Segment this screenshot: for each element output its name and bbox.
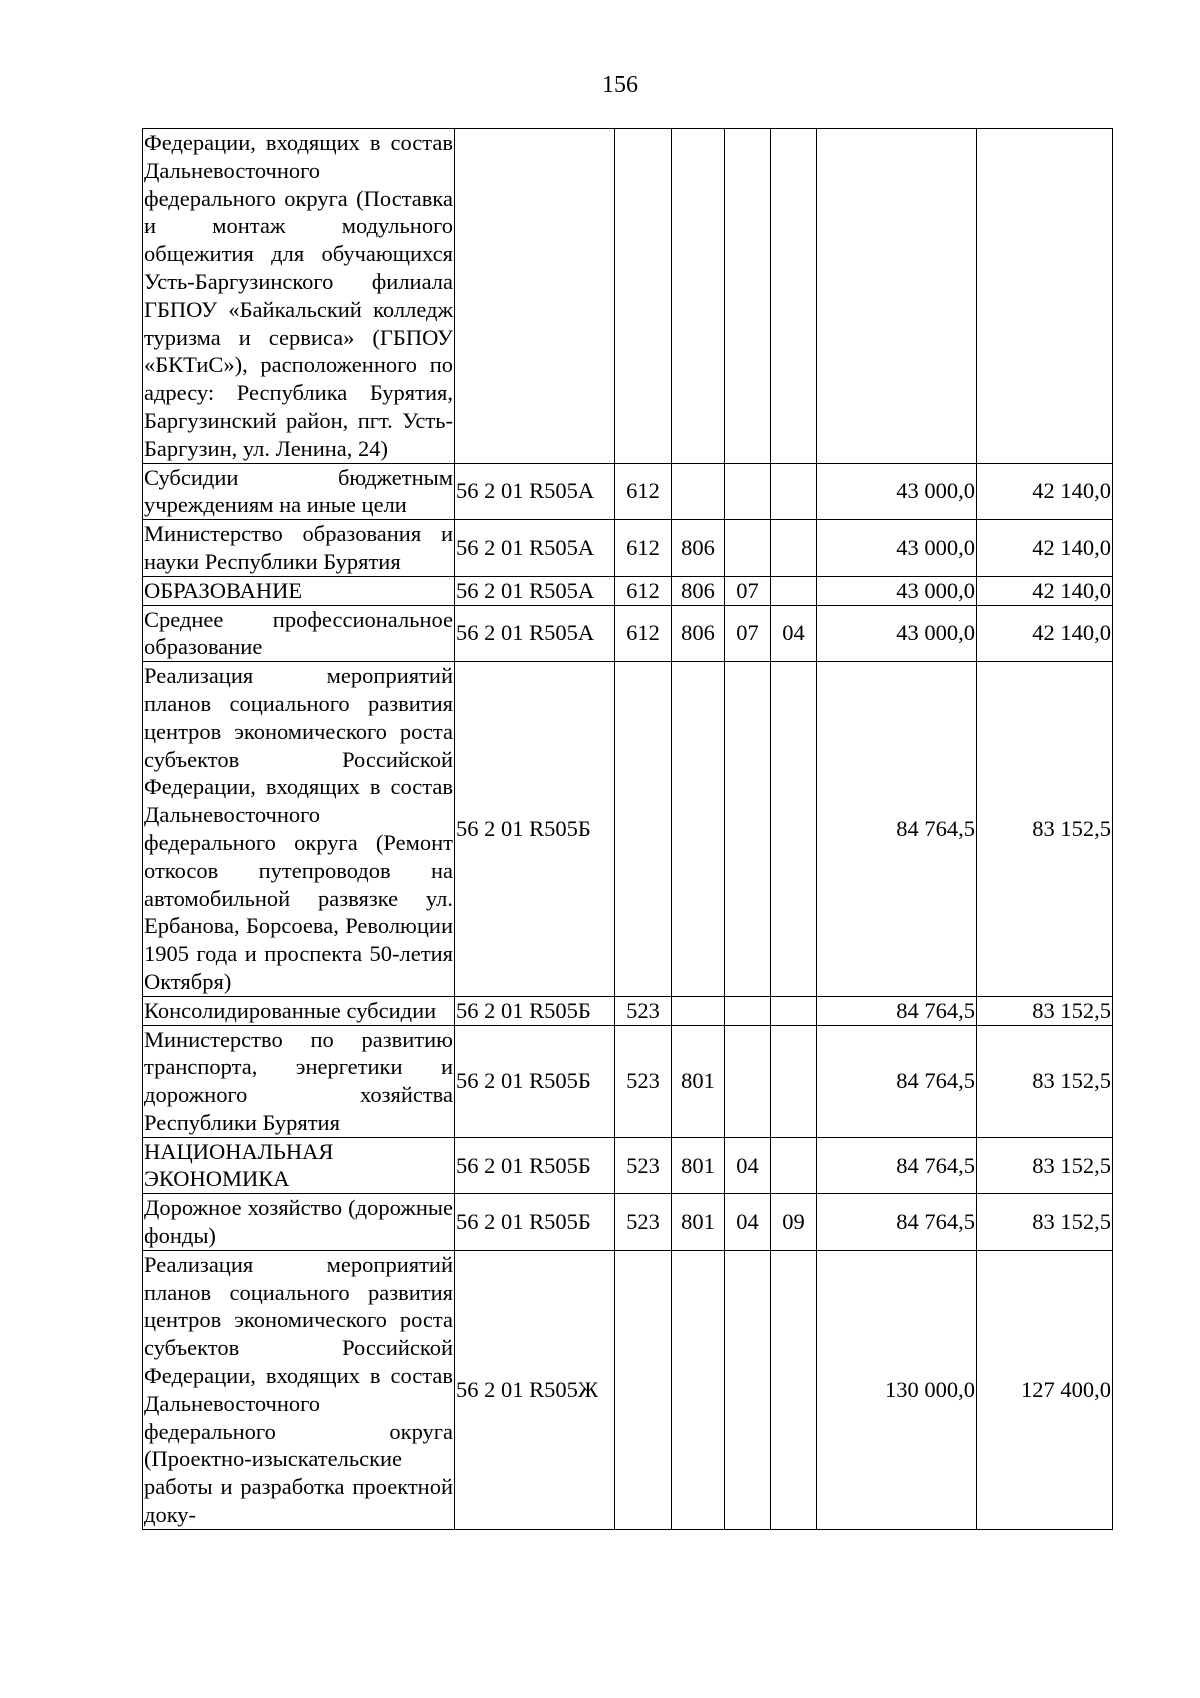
section-code <box>725 520 771 577</box>
row-description: ОБРАЗОВАНИЕ <box>143 576 455 605</box>
amount-1 <box>817 129 977 464</box>
expense-type-code: 612 <box>615 576 672 605</box>
subsection-code <box>771 662 817 997</box>
ministry-code: 801 <box>672 1137 725 1194</box>
expense-type-code: 612 <box>615 605 672 662</box>
ministry-code: 801 <box>672 1025 725 1137</box>
target-article-code: 56 2 01 R505Ж <box>455 1250 615 1529</box>
amount-1: 84 764,5 <box>817 1194 977 1251</box>
amount-1: 43 000,0 <box>817 576 977 605</box>
amount-1: 130 000,0 <box>817 1250 977 1529</box>
ministry-code: 806 <box>672 520 725 577</box>
target-article-code: 56 2 01 R505А <box>455 605 615 662</box>
table-row <box>143 520 1113 577</box>
subsection-code <box>771 1137 817 1194</box>
section-code: 04 <box>725 1137 771 1194</box>
row-description: Дорожное хозяйство (дорожные фонды) <box>143 1194 455 1251</box>
expense-type-code <box>615 662 672 997</box>
subsection-code <box>771 520 817 577</box>
amount-2: 42 140,0 <box>977 463 1113 520</box>
table-row <box>143 1025 1113 1137</box>
section-code <box>725 1250 771 1529</box>
target-article-code: 56 2 01 R505Б <box>455 1194 615 1251</box>
table-row <box>143 129 1113 464</box>
subsection-code <box>771 996 817 1025</box>
target-article-code: 56 2 01 R505Б <box>455 662 615 997</box>
page-number: 156 <box>602 72 638 98</box>
subsection-code <box>771 1025 817 1137</box>
amount-1: 43 000,0 <box>817 605 977 662</box>
subsection-code: 04 <box>771 605 817 662</box>
amount-2: 83 152,5 <box>977 1025 1113 1137</box>
amount-1: 43 000,0 <box>817 520 977 577</box>
target-article-code: 56 2 01 R505А <box>455 576 615 605</box>
row-description: Министерство по развитию транспорта, энергетики и дорожного хозяйства Республики Бурятия <box>143 1025 455 1137</box>
row-description: Консолидированные субсидии <box>143 996 455 1025</box>
expense-type-code <box>615 129 672 464</box>
expense-type-code: 523 <box>615 996 672 1025</box>
section-code: 07 <box>725 576 771 605</box>
target-article-code <box>455 129 615 464</box>
amount-1: 43 000,0 <box>817 463 977 520</box>
row-description: Реализация мероприятий планов социального развития центров экономического роста субъектов Российской Федерации, входящих в состав Дальневосточного федерального округа (Проектно-изыскательские работы и разработка проектной доку- <box>143 1250 455 1529</box>
target-article-code: 56 2 01 R505Б <box>455 1025 615 1137</box>
row-description: Министерство образования и науки Республики Бурятия <box>143 520 455 577</box>
expense-type-code: 523 <box>615 1025 672 1137</box>
section-code <box>725 662 771 997</box>
table-row <box>143 463 1113 520</box>
row-description: Среднее профессиональное образование <box>143 605 455 662</box>
section-code <box>725 996 771 1025</box>
row-description: НАЦИОНАЛЬНАЯ ЭКОНОМИКА <box>143 1137 455 1194</box>
amount-2: 83 152,5 <box>977 1194 1113 1251</box>
target-article-code: 56 2 01 R505Б <box>455 996 615 1025</box>
amount-1: 84 764,5 <box>817 1025 977 1137</box>
section-code <box>725 463 771 520</box>
ministry-code <box>672 129 725 464</box>
budget-table <box>142 128 1113 1530</box>
table-row <box>143 996 1113 1025</box>
table-row <box>143 1137 1113 1194</box>
subsection-code <box>771 129 817 464</box>
amount-2: 42 140,0 <box>977 576 1113 605</box>
target-article-code: 56 2 01 R505А <box>455 463 615 520</box>
subsection-code <box>771 576 817 605</box>
ministry-code <box>672 996 725 1025</box>
subsection-code <box>771 1250 817 1529</box>
amount-2: 83 152,5 <box>977 1137 1113 1194</box>
ministry-code <box>672 463 725 520</box>
amount-2 <box>977 129 1113 464</box>
subsection-code <box>771 463 817 520</box>
ministry-code: 806 <box>672 576 725 605</box>
ministry-code <box>672 662 725 997</box>
amount-2: 127 400,0 <box>977 1250 1113 1529</box>
expense-type-code: 523 <box>615 1137 672 1194</box>
ministry-code <box>672 1250 725 1529</box>
table-row <box>143 1194 1113 1251</box>
amount-2: 42 140,0 <box>977 520 1113 577</box>
section-code <box>725 129 771 464</box>
row-description: Федерации, входящих в состав Дальневосточного федерального округа (Поставка и монтаж модульного общежития для обучающихся Усть-Баргузинского филиала ГБПОУ «Байкальский колледж туризма и сервиса» (ГБПОУ «БКТиС»), расположенного по адресу: Республика Бурятия, Баргузинский район, пгт. Усть-Баргузин, ул. Ленина, 24) <box>143 129 455 464</box>
section-code <box>725 1025 771 1137</box>
section-code: 07 <box>725 605 771 662</box>
target-article-code: 56 2 01 R505А <box>455 520 615 577</box>
target-article-code: 56 2 01 R505Б <box>455 1137 615 1194</box>
expense-type-code: 612 <box>615 520 672 577</box>
amount-2: 83 152,5 <box>977 996 1113 1025</box>
amount-1: 84 764,5 <box>817 1137 977 1194</box>
expense-type-code <box>615 1250 672 1529</box>
expense-type-code: 523 <box>615 1194 672 1251</box>
amount-1: 84 764,5 <box>817 996 977 1025</box>
ministry-code: 801 <box>672 1194 725 1251</box>
table-row <box>143 1250 1113 1529</box>
subsection-code: 09 <box>771 1194 817 1251</box>
table-row <box>143 576 1113 605</box>
expense-type-code: 612 <box>615 463 672 520</box>
ministry-code: 806 <box>672 605 725 662</box>
section-code: 04 <box>725 1194 771 1251</box>
amount-1: 84 764,5 <box>817 662 977 997</box>
amount-2: 42 140,0 <box>977 605 1113 662</box>
row-description: Реализация мероприятий планов социального развития центров экономического роста субъектов Российской Федерации, входящих в состав Дальневосточного федерального округа (Ремонт откосов путепроводов на автомобильной развязке ул. Ербанова, Борсоева, Революции 1905 года и проспекта 50-летия Октября) <box>143 662 455 997</box>
table-row <box>143 662 1113 997</box>
row-description: Субсидии бюджетным учреждениям на иные цели <box>143 463 455 520</box>
amount-2: 83 152,5 <box>977 662 1113 997</box>
table-row <box>143 605 1113 662</box>
